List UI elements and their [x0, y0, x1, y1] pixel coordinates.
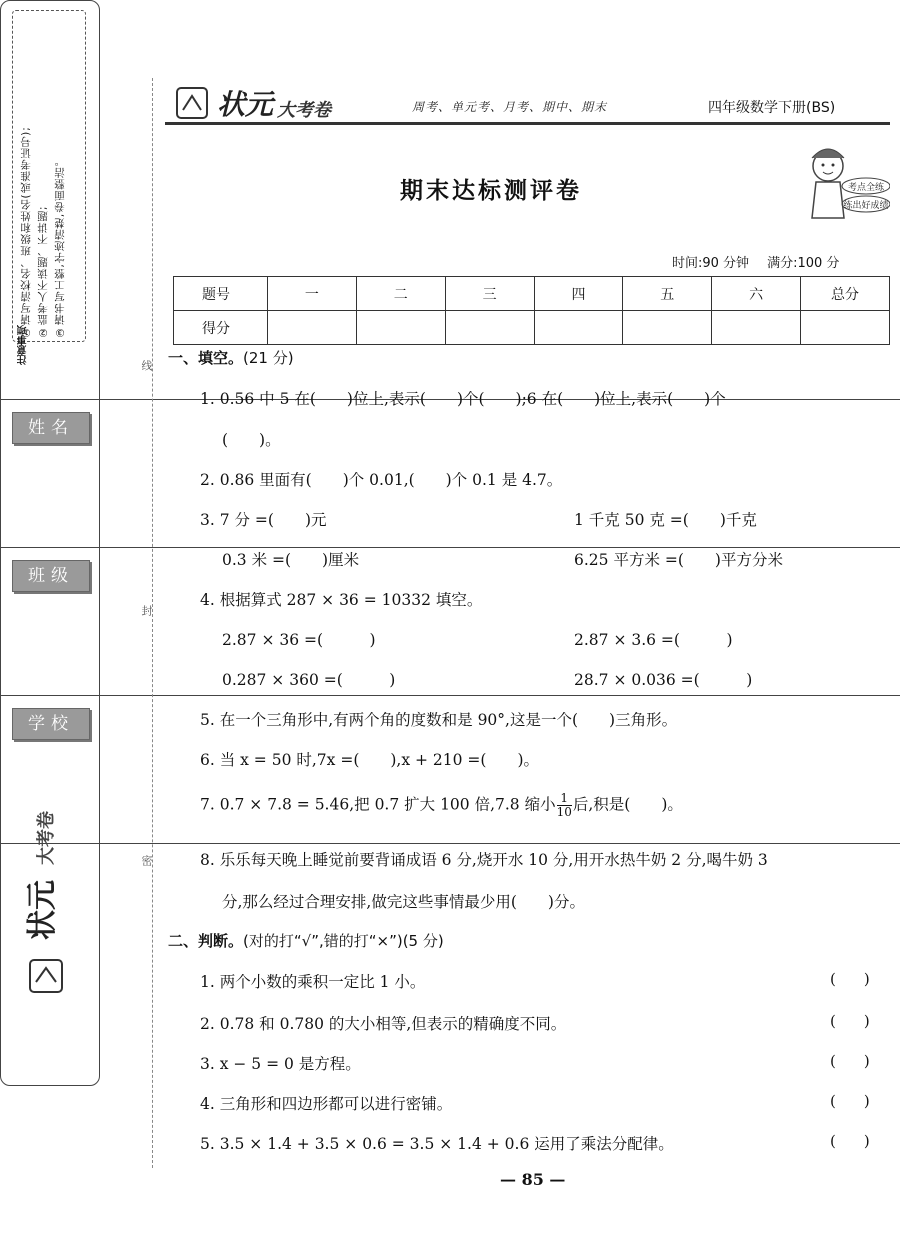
score-header-cell: 五 — [623, 277, 712, 311]
question-1-4c: 0.287 × 360 =( ) — [222, 671, 396, 689]
question-1-3d: 6.25 平方米 =( )平方分米 — [574, 551, 783, 569]
question-1-7-pre: 7. 0.7 × 7.8 = 5.46,把 0.7 扩大 100 倍,7.8 缩小 — [200, 795, 556, 814]
svg-text:状元: 状元 — [25, 880, 60, 940]
mascot-illustration — [800, 138, 890, 223]
mascot-text-2: 练出好成绩 — [843, 201, 889, 211]
score-table-header-row — [174, 277, 890, 311]
answer-paren-3[interactable]: () — [830, 1052, 898, 1070]
name-field-label: 姓名 — [12, 412, 90, 444]
question-1-4a: 2.87 × 36 =( ) — [222, 631, 376, 649]
score-header-cell: 六 — [712, 277, 801, 311]
time-limit: 时间:90 分钟 — [672, 256, 750, 271]
time-score-info — [672, 252, 839, 271]
score-header-cell: 题号 — [174, 277, 268, 311]
page-title: 期末达标测评卷 — [400, 178, 582, 204]
score-header-cell: 四 — [534, 277, 623, 311]
header-brand-logo — [175, 82, 405, 124]
question-1-6: 6. 当 x = 50 时,7x =( ),x + 210 =( )。 — [200, 751, 540, 769]
full-score: 满分:100 分 — [767, 256, 840, 271]
score-cell[interactable] — [623, 311, 712, 345]
score-cell[interactable] — [712, 311, 801, 345]
question-1-3b: 1 千克 50 克 =( )千克 — [574, 511, 757, 529]
question-1-8: 8. 乐乐每天晚上睡觉前要背诵成语 6 分,烧开水 10 分,用开水热牛奶 2 分,喝牛奶 3 — [200, 851, 768, 869]
judge-item-5: 5. 3.5 × 1.4 + 3.5 × 0.6 = 3.5 × 1.4 + 0.6 运用了乘法分配律。 — [200, 1135, 674, 1153]
score-header-cell: 二 — [356, 277, 445, 311]
info-sidebar — [0, 0, 100, 1086]
sidebar-brand-logo — [10, 790, 90, 1000]
svg-text:大考卷: 大考卷 — [36, 811, 57, 865]
judge-item-3: 3. x − 5 = 0 是方程。 — [200, 1055, 361, 1073]
question-1-3c: 0.3 米 =( )厘米 — [222, 551, 360, 569]
score-header-cell: 一 — [268, 277, 357, 311]
notice-line-3: ③请书写工整,字迹清楚,卷面整洁。 — [54, 155, 66, 338]
section1-title — [168, 347, 294, 368]
class-field-label: 班级 — [12, 560, 90, 592]
score-cell[interactable] — [445, 311, 534, 345]
section2-title — [168, 930, 444, 951]
judge-item-1: 1. 两个小数的乘积一定比 1 小。 — [200, 973, 426, 991]
score-row-label: 得分 — [174, 311, 268, 345]
question-1-5: 5. 在一个三角形中,有两个角的度数和是 90°,这是一个( )三角形。 — [200, 711, 678, 729]
header-grade: 四年级数学下册(BS) — [708, 100, 836, 116]
fraction — [557, 792, 572, 819]
section2-points: (对的打“√”,错的打“×”)(5 分) — [243, 932, 444, 950]
question-1-4d: 28.7 × 0.036 =( ) — [574, 671, 753, 689]
question-1-2: 2. 0.86 里面有( )个 0.01,( )个 0.1 是 4.7。 — [200, 471, 563, 489]
judge-item-4: 4. 三角形和四边形都可以进行密铺。 — [200, 1095, 453, 1113]
svg-text:状元: 状元 — [217, 88, 274, 121]
question-1-1: 1. 0.56 中 5 在( )位上,表示( )个( );6 在( )位上,表示( )个 — [200, 390, 726, 408]
answer-paren-2[interactable]: () — [830, 1012, 898, 1030]
notice-text — [18, 18, 69, 338]
page-number: — 85 — — [500, 1170, 566, 1189]
section2-heading: 二、判断。 — [168, 932, 244, 950]
notice-line-1: ①请写清校名、班级和姓名(或准考证号); — [20, 126, 32, 338]
section1-heading: 一、填空。 — [168, 349, 244, 367]
cut-line — [152, 78, 153, 1168]
score-cell[interactable] — [801, 311, 890, 345]
score-header-cell: 总分 — [801, 277, 890, 311]
score-cell[interactable] — [356, 311, 445, 345]
fraction-denominator: 10 — [556, 805, 572, 819]
score-cell[interactable] — [534, 311, 623, 345]
notice-line-2: ②监考人不读题、不讲题; — [37, 205, 49, 338]
score-cell[interactable] — [268, 311, 357, 345]
school-field-label: 学校 — [12, 708, 90, 740]
mascot-text-1: 考点全练 — [847, 183, 885, 193]
judge-item-2: 2. 0.78 和 0.780 的大小相等,但表示的精确度不同。 — [200, 1015, 567, 1033]
question-1-7 — [200, 792, 683, 819]
fraction-numerator: 1 — [557, 792, 572, 806]
cut-mark-line: 线 — [140, 360, 153, 371]
question-1-8-cont: 分,那么经过合理安排,做完这些事情最少用( )分。 — [222, 893, 585, 911]
score-table — [173, 276, 890, 345]
question-1-1-cont: ( )。 — [222, 431, 281, 449]
cut-mark-seal: 封 — [140, 605, 153, 616]
question-1-7-post: 后,积是( )。 — [572, 795, 683, 814]
header-divider — [165, 122, 890, 125]
header-tagline: 周考、单元考、月考、期中、期末 — [412, 100, 608, 114]
svg-text:大考卷: 大考卷 — [277, 100, 331, 121]
cut-mark-secret: 密 — [140, 855, 153, 866]
answer-paren-5[interactable]: () — [830, 1132, 898, 1150]
class-section — [0, 548, 900, 696]
score-table-score-row — [174, 311, 890, 345]
section1-points: (21 分) — [243, 349, 294, 367]
question-1-4b: 2.87 × 3.6 =( ) — [574, 631, 733, 649]
answer-paren-1[interactable]: () — [830, 970, 898, 988]
question-1-3a: 3. 7 分 =( )元 — [200, 511, 327, 529]
question-1-4: 4. 根据算式 287 × 36 = 10332 填空。 — [200, 591, 483, 609]
score-header-cell: 三 — [445, 277, 534, 311]
notice-tag: 注意事项 — [18, 325, 29, 365]
answer-paren-4[interactable]: () — [830, 1092, 898, 1110]
